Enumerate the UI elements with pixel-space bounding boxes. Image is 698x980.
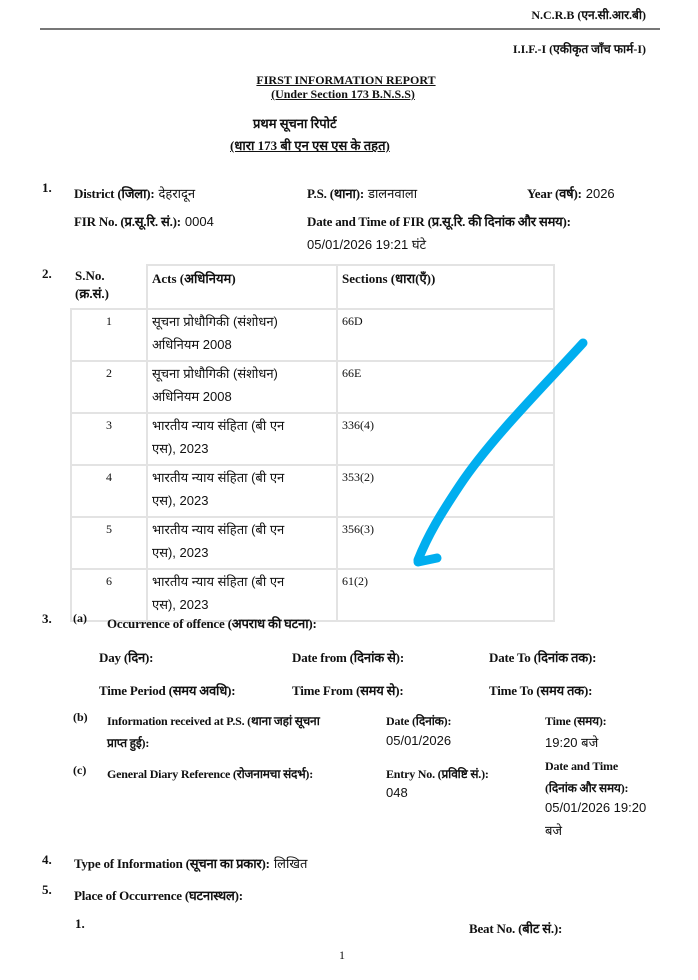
place-of-occurrence-label: Place of Occurrence (घटनास्थल): [74,888,243,903]
section-3c-marker: (c) [73,763,87,777]
title-english-subtitle: (Under Section 173 B.N.S.S) [271,87,415,101]
gd-reference-label: General Diary Reference (रोजनामचा संदर्भ): [107,767,314,781]
act-line-2: अधिनियम 2008 [152,389,232,404]
district-field [74,184,195,203]
act-line-1: भारतीय न्याय संहिता (बी एन [152,574,285,589]
time-to-label: Time To (समय तक): [489,683,593,698]
time-from-label: Time From (समय से): [292,683,404,698]
table-row [71,309,554,361]
beat-no-label: Beat No. (बीट सं.): [469,921,563,936]
act-line-1: भारतीय न्याय संहिता (बी एन [152,522,285,537]
type-info-value: लिखित [273,856,308,871]
gd-datetime-value-1: 05/01/2026 19:20 [545,800,647,815]
received-date-label: Date (दिनांक): [386,714,452,728]
ps-label: P.S. (थाना): [307,186,364,201]
act-line-1: सूचना प्रोधौगिकी (संशोधन) [152,314,278,329]
act-line-1: भारतीय न्याय संहिता (बी एन [152,418,285,433]
table-row [71,465,554,517]
entry-no-label: Entry No. (प्रविष्टि सं.): [386,767,489,781]
section-3a-marker: (a) [73,611,87,625]
page-number: 1 [339,948,345,962]
column-header-sections: Sections (धारा(एँ)) [337,265,554,309]
row-section: 61(2) [337,569,554,621]
date-to-label: Date To (दिनांक तक): [489,650,597,665]
year-field [527,184,615,203]
table-row [71,413,554,465]
date-from-label: Date from (दिनांक से): [292,650,404,665]
acts-sections-table [70,264,555,622]
row-section: 66E [337,361,554,413]
section-4-number: 4. [42,852,52,867]
act-line-2: एस), 2023 [152,597,209,612]
gd-datetime-label-2: (दिनांक और समय): [545,781,629,795]
time-period-label: Time Period (समय अवधि): [99,683,236,698]
row-section: 336(4) [337,413,554,465]
form-id-header: I.I.F.-I (एकीकृत जाँच फार्म-I) [512,42,646,56]
occurrence-label: Occurrence of offence (अपराध की घटना): [107,616,317,631]
district-label: District (जिला): [74,186,155,201]
row-section: 353(2) [337,465,554,517]
received-time-value: 19:20 बजे [545,735,599,750]
section-2-number: 2. [42,266,52,281]
table-row [71,517,554,569]
act-line-1: सूचना प्रोधौगिकी (संशोधन) [152,366,278,381]
table-row [71,361,554,413]
sno-header-en: S.No. [75,268,105,283]
gd-datetime-label-1: Date and Time [545,759,618,773]
entry-no-value: 048 [386,785,408,800]
fir-value: 0004 [184,214,214,229]
row-sno: 2 [71,361,147,413]
column-header-sno [71,265,147,309]
row-sno: 1 [71,309,147,361]
act-line-2: एस), 2023 [152,441,209,456]
act-line-1: भारतीय न्याय संहिता (बी एन [152,470,285,485]
row-sno: 6 [71,569,147,621]
section-1-number: 1. [42,180,52,195]
title-hindi-subtitle: (धारा 173 बी एन एस एस के तहत) [230,138,390,153]
fir-label: FIR No. (प्र.सू.रि. सं.): [74,214,181,229]
received-time-label: Time (समय): [545,714,607,728]
row-act [147,465,337,517]
title-english: FIRST INFORMATION REPORT [256,73,436,87]
section-5-number: 5. [42,882,52,897]
received-date-value: 05/01/2026 [386,733,452,748]
section-3b-marker: (b) [73,710,88,724]
row-sno: 5 [71,517,147,569]
act-line-2: अधिनियम 2008 [152,337,232,352]
day-label: Day (दिन): [99,650,154,665]
act-line-2: एस), 2023 [152,545,209,560]
fir-datetime-label: Date and Time of FIR (प्र.सू.रि. की दिनांक और समय): [307,214,571,229]
sno-header-hi: (क्र.सं.) [75,286,109,301]
row-section: 356(3) [337,517,554,569]
police-station-field [307,184,417,203]
row-sno: 3 [71,413,147,465]
column-header-acts: Acts (अधिनियम) [147,265,337,309]
fir-datetime-value: 05/01/2026 19:21 घंटे [307,237,427,252]
row-section: 66D [337,309,554,361]
place-item-number: 1. [75,916,85,931]
year-label: Year (वर्ष): [527,186,582,201]
header-divider [40,28,660,30]
section-3-number: 3. [42,611,52,626]
info-received-label-1: Information received at P.S. (थाना जहां सूचना [107,714,320,728]
report-title [0,73,698,102]
district-value: देहरादून [158,186,196,201]
gd-datetime-value-2: बजे [545,823,563,838]
row-act [147,361,337,413]
title-hindi: प्रथम सूचना रिपोर्ट [253,116,337,131]
row-act [147,517,337,569]
year-value: 2026 [585,186,615,201]
row-act [147,413,337,465]
table-header-row [71,265,554,309]
fir-number-field [74,212,214,231]
type-info-label: Type of Information (सूचना का प्रकार): [74,856,270,871]
info-received-label-2: प्राप्त हुई): [107,736,150,750]
ncrb-header: N.C.R.B (एन.सी.आर.बी) [531,8,646,22]
type-of-information-field [74,854,307,873]
act-line-2: एस), 2023 [152,493,209,508]
row-act [147,309,337,361]
row-sno: 4 [71,465,147,517]
ps-value: डालनवाला [367,186,418,201]
